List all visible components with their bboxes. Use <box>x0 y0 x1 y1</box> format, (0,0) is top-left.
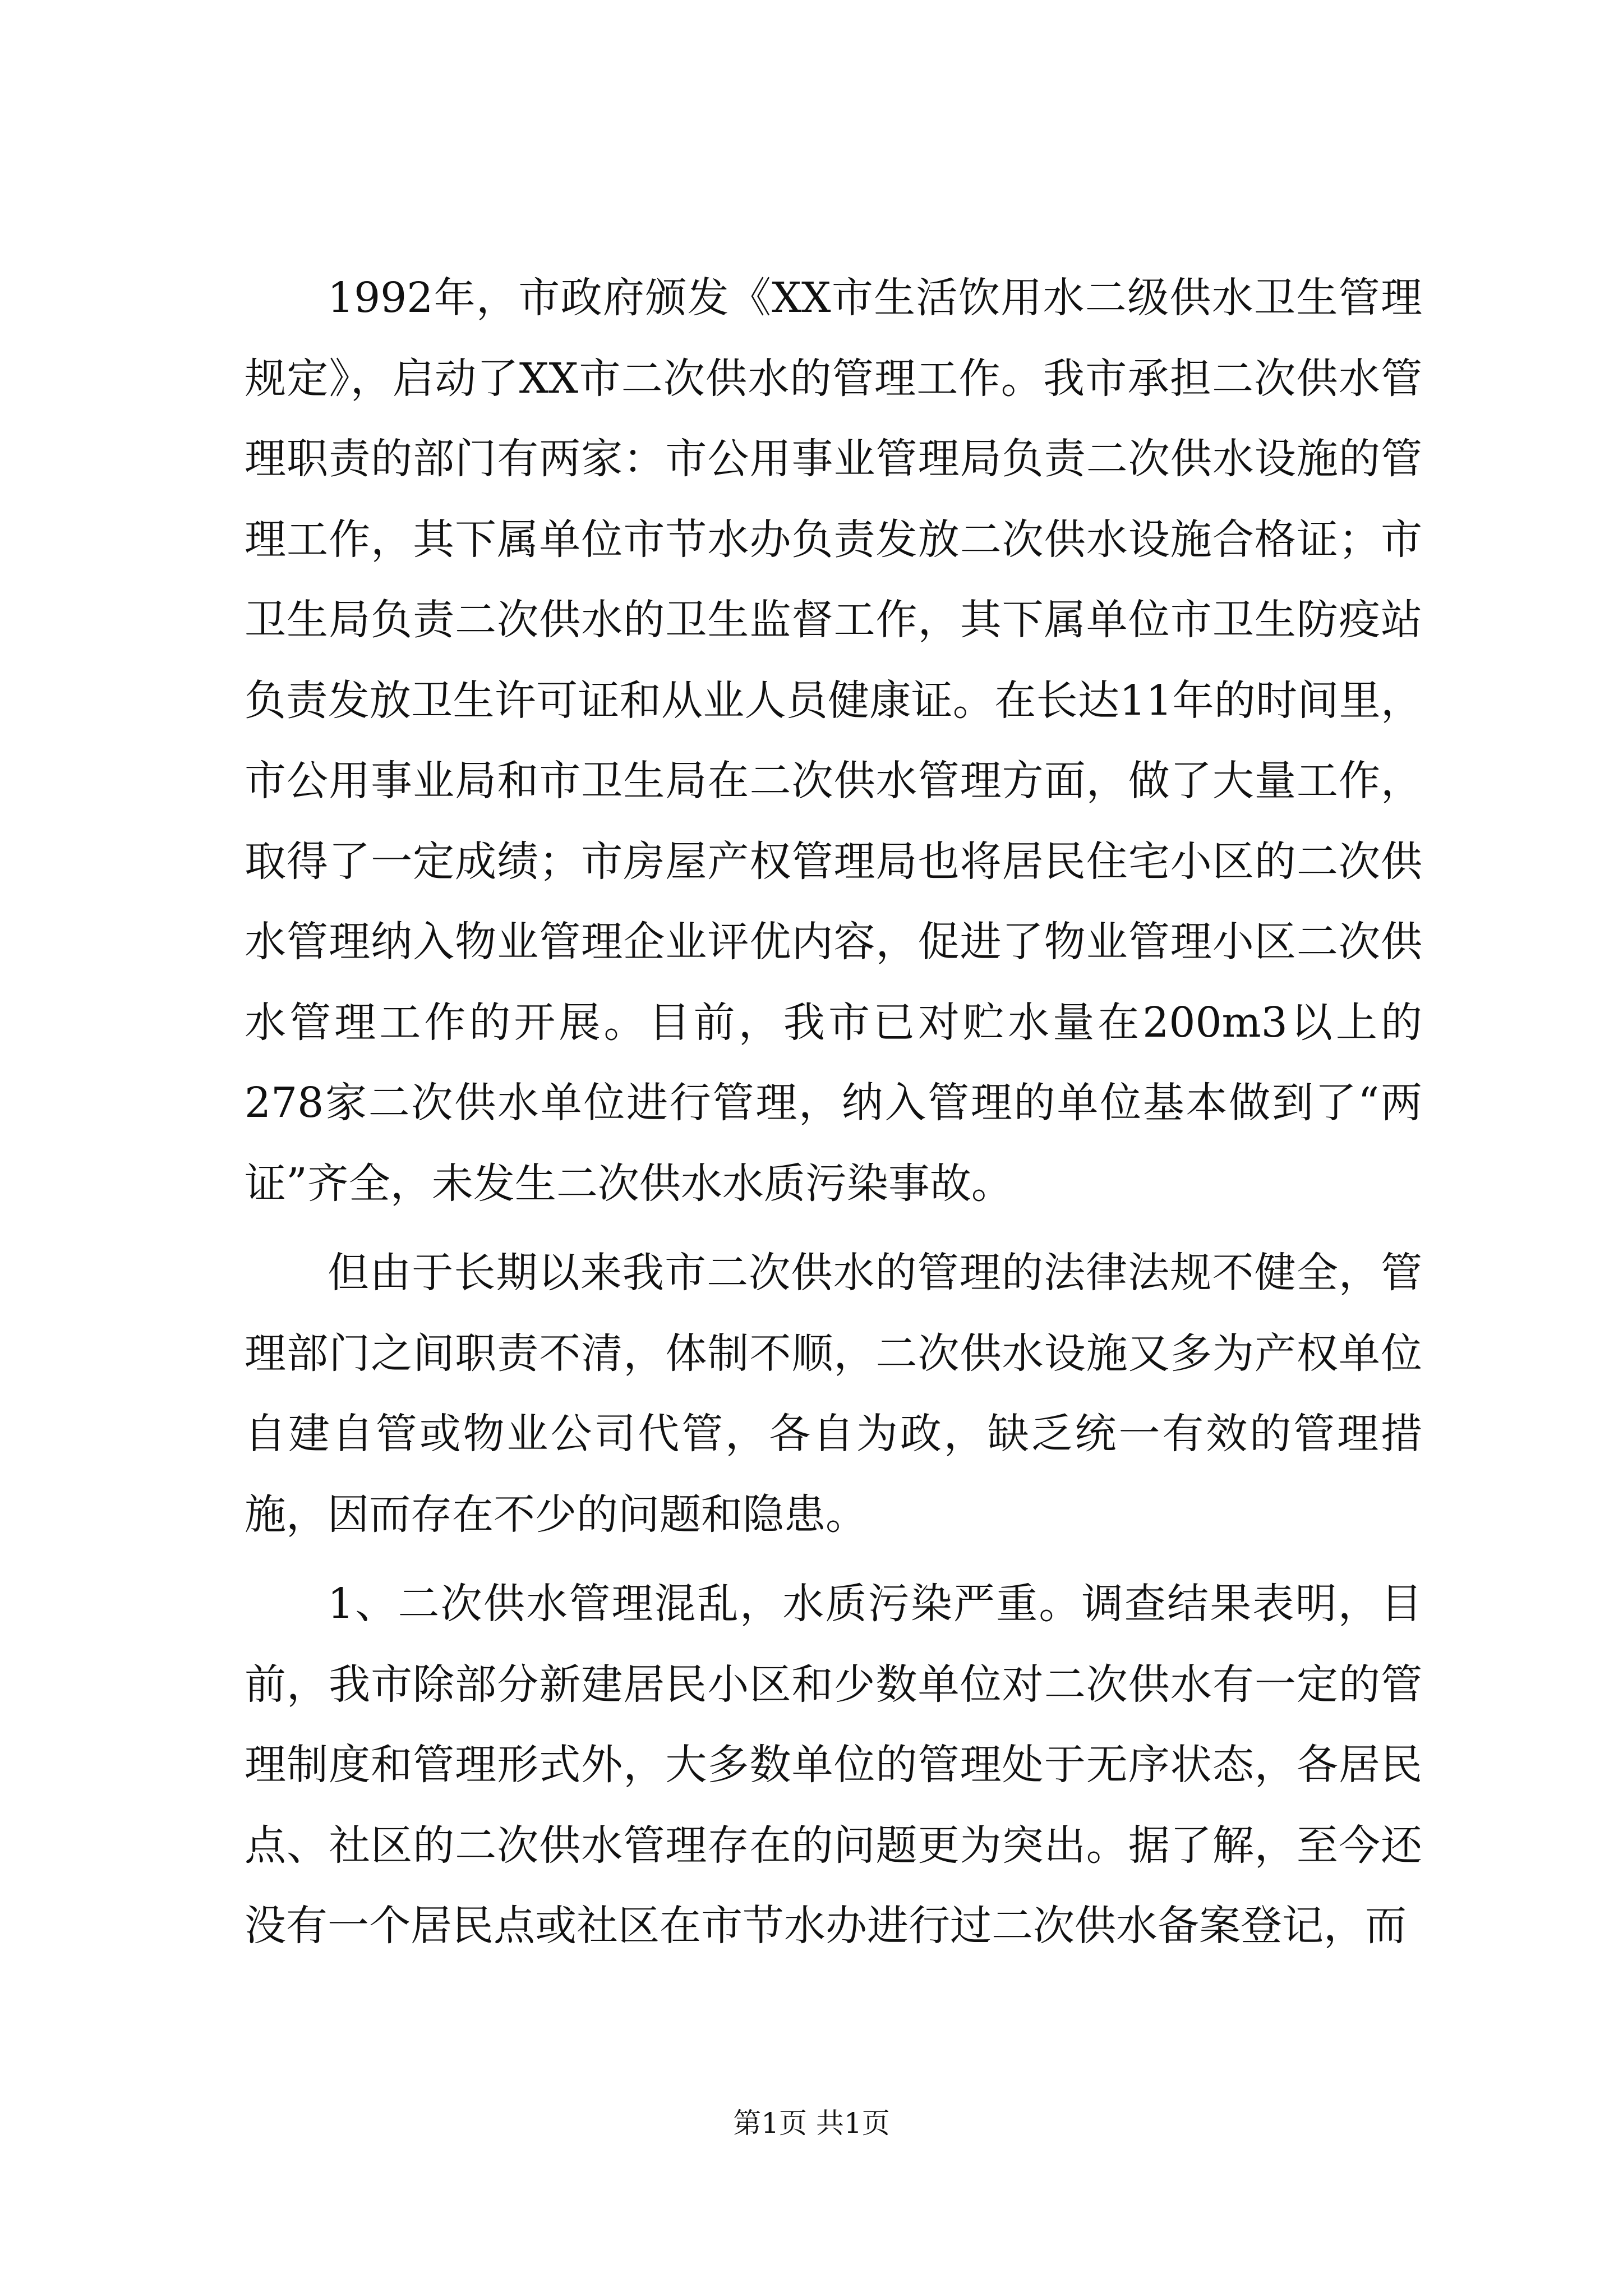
page-number-footer: 第1页 共1页 <box>733 2107 890 2139</box>
paragraph-2: 但由于长期以来我市二次供水的管理的法律法规不健全，管理部门之间职责不清，体制不顺，二次供水设施又多为产权单位自建自管或物业公司代管，各自为政，缺乏统一有效的管理措施，因而存在不少的问题和隐患。 <box>245 1249 1422 1539</box>
paragraph-1: 1992年，市政府颁发《XX市生活饮用水二级供水卫生管理规定》，启动了XX市二次供水的管理工作。我市承担二次供水管理职责的部门有两家：市公用事业管理局负责二次供水设施的管理工作，其下属单位市节水办负责发放二次供水设施合格证；市卫生局负责二次供水的卫生监督工作，其下属单位市卫生防疫站负责发放卫生许可证和从业人员健康证。在长达11年的时间里，市公用事业局和市卫生局在二次供水管理方面，做了大量工作，取得了一定成绩；市房屋产权管理局也将居民住宅小区的二次供水管理纳入物业管理企业评优内容，促进了物业管理小区二次供水管理工作的开展。目前，我市已对贮水量在200m3以上的278家二次供水单位进行管理，纳入管理的单位基本做到了“两证”齐全，未发生二次供水水质污染事故。 <box>245 274 1422 1208</box>
document-body <box>245 258 1422 1967</box>
paragraph-3: 1、二次供水管理混乱，水质污染严重。调查结果表明，目前，我市除部分新建居民小区和少数单位对二次供水有一定的管理制度和管理形式外，大多数单位的管理处于无序状态，各居民点、社区的二次供水管理存在的问题更为突出。据了解，至今还没有一个居民点或社区在市节水办进行过二次供水备案登记，而 <box>245 1580 1422 1950</box>
